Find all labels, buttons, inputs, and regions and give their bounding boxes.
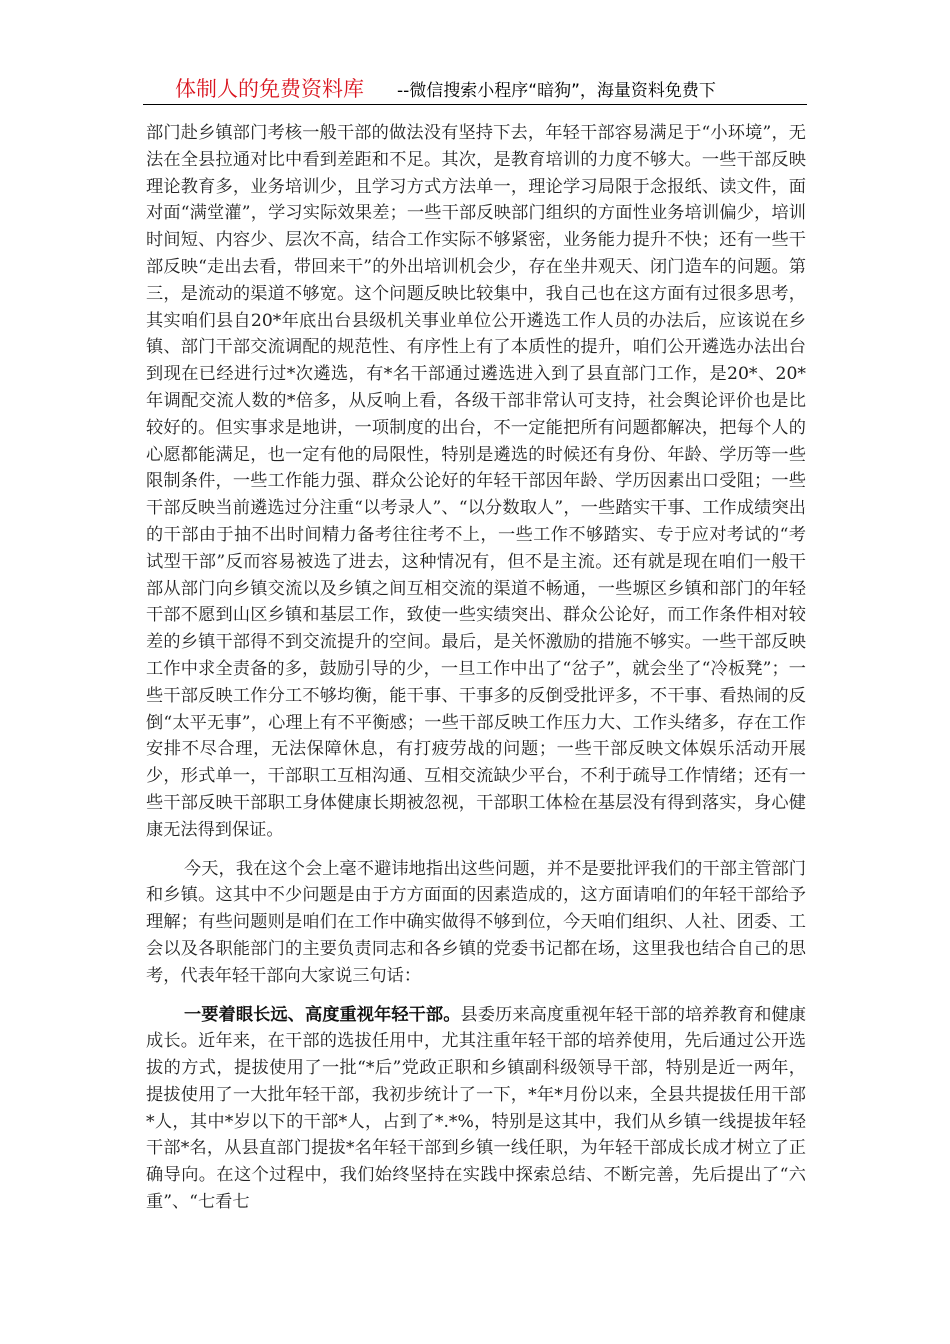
paragraph-1: 部门赴乡镇部门考核一般干部的做法没有坚持下去，年轻干部容易满足于“小环境”，无法在全县拉通对比中看到差距和不足。其次，是教育培训的力度不够大。一些干部反映理论教育多，业务培训少，且学习方式方法单一，理论学习局限于念报纸、读文件，面对面“满堂灌”，学习实际效果差；一些干部反映部门组织的方面性业务培训偏少，培训时间短、内容少、层次不高，结合工作实际不够紧密，业务能力提升不快；还有一些干部反映“走出去看，带回来干”的外出培训机会少，存在坐井观天、闭门造车的问题。第三，是流动的渠道不够宽。这个问题反映比较集中，我自己也在这方面有过很多思考，其实咱们县自20*年底出台县级机关事业单位公开遴选工作人员的办法后，应该说在乡镇、部门干部交流调配的规范性、有序性上有了本质性的提升，咱们公开遴选办法出台到现在已经进行过*次遴选，有*名干部通过遴选进入到了县直部门工作，是20*、20*年调配交流人数的*倍多，从反响上看，各级干部非常认可支持，社会舆论评价也是比较好的。但实事求是地讲，一项制度的出台，不一定能把所有问题都解决，把每个人的心愿都能满足，也一定有他的局限性，特别是遴选的时候还有身份、年龄、学历等一些限制条件，一些工作能力强、群众公论好的年轻干部因年龄、学历因素出口受阻；一些干部反映当前遴选过分注重“以考录人”、“以分数取人”，一些踏实干事、工作成绩突出的干部由于抽不出时间精力备考往往考不上，一些工作不够踏实、专于应对考试的“考试型干部”反而容易被选了进去，这种情况有，但不是主流。还有就是现在咱们一般干部从部门向乡镇交流以及乡镇之间互相交流的渠道不畅通，一些塬区乡镇和部门的年轻干部不愿到山区乡镇和基层工作，致使一些实绩突出、群众公论好，而工作条件相对较差的乡镇干部得不到交流提升的空间。最后，是关怀激励的措施不够实。一些干部反映工作中求全责备的多，鼓励引导的少，一旦工作中出了“岔子”，就会坐了“冷板凳”；一些干部反映工作分工不够均衡，能干事、干事多的反倒受批评多，不干事、看热闹的反倒“太平无事”，心理上有不平衡感；一些干部反映工作压力大、工作头绪多，存在工作安排不尽合理，无法保障休息，有打疲劳战的问题；一些干部反映文体娱乐活动开展少，形式单一，干部职工互相沟通、互相交流缺少平台，不利于疏导工作情绪；还有一些干部反映干部职工身体健康长期被忽视，干部职工体检在基层没有得到落实，身心健康无法得到保证。: [146, 123, 806, 840]
header-subtitle: --微信搜索小程序“暗狗”，海量资料免费下: [397, 81, 716, 101]
header-brand-title: 体制人的免费资料库: [175, 77, 364, 101]
paragraph-3: [146, 1002, 806, 1216]
paragraph-2: 今天，我在这个会上毫不避讳地指出这些问题，并不是要批评我们的干部主管部门和乡镇。这其中不少问题是由于方方面面的因素造成的，这方面请咱们的年轻干部给予理解；有些问题则是咱们在工作中确实做得不够到位，今天咱们组织、人社、团委、工会以及各职能部门的主要负责同志和各乡镇的党委书记都在场，这里我也结合自己的思考，代表年轻干部向大家说三句话：: [146, 858, 806, 986]
paragraph-3-heading: 一要着眼长远、高度重视年轻干部。: [184, 1004, 461, 1025]
paragraph-3-text: 县委历来高度重视年轻干部的培养教育和健康成长。近年来，在干部的选拔任用中，尤其注重年轻干部的培养使用，先后通过公开选拔的方式，提拔使用了一批“*后”党政正职和乡镇副科级领导干部，特别是近一两年，提拔使用了一大批年轻干部，我初步统计了一下，*年*月份以来，全县共提拔任用干部*人，其中*岁以下的干部*人，占到了*.*%，特别是这其中，我们从乡镇一线提拔年轻干部*名，从县直部门提拔*名年轻干部到乡镇一线任职，为年轻干部成长成才树立了正确导向。在这个过程中，我们始终坚持在实践中探索总结、不断完善，先后提出了“六重”、“七看七: [146, 1004, 806, 1213]
document-body: [146, 120, 806, 1216]
page-header: [143, 70, 807, 105]
